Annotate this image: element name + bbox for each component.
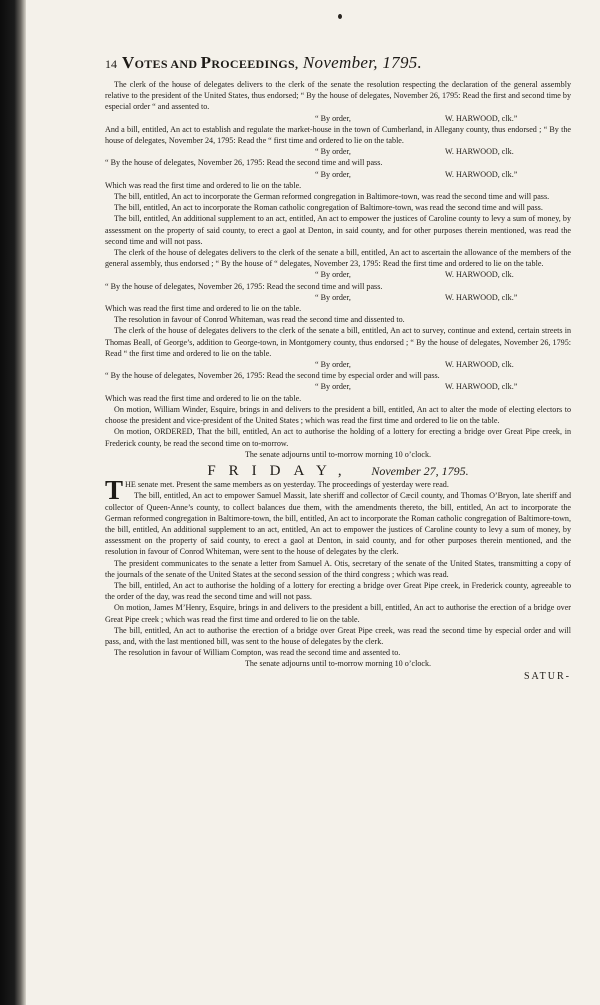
paragraph: The bill, entitled, An act to authorise the erection of a bridge over Great Pipe creek, was read the second time by especial order and will pass, and, with the last mentioned bill, was sent to the house of delegates by the clerk.: [105, 625, 571, 646]
paragraph: “ By the house of delegates, November 26, 1795: Read the second time and will pass.: [105, 158, 383, 168]
page-body: [105, 53, 571, 682]
signature-line: “ By order, W. HARWOOD, clk.”: [315, 113, 518, 123]
signature-line: “ By order, W. HARWOOD, clk.: [315, 147, 514, 157]
signature-line: “ By order, W. HARWOOD, clk.”: [315, 292, 518, 302]
adjournment-line: The senate adjourns until to-morrow morning 10 o’clock.: [244, 449, 432, 459]
paragraph: The resolution in favour of William Compton, was read the second time and assented to.: [114, 648, 401, 658]
paragraph: And a bill, entitled, An act to establish and regulate the market-house in the town of Cumberland, in Allegany county, thus endorsed ; “ By the house of delegates, November 24, 1795: Read the “ first time and ordered to lie on the table.: [105, 124, 571, 146]
journal-text: [105, 79, 571, 682]
paragraph: Which was read the first time and ordered to lie on the table.: [105, 304, 302, 314]
signature-line: “ By order, W. HARWOOD, clk.: [315, 270, 514, 280]
header-date: November, 1795.: [302, 53, 423, 72]
paragraph: The resolution in favour of Conrod Whiteman, was read the second time and dissented to.: [114, 315, 405, 325]
paragraph: The clerk of the house of delegates delivers to the clerk of the senate a bill, entitled, An act to survey, continue and extend, certain streets in Thomas Beall, of George’s, addition to George-town, in Montgomery county, thus endorsed ; “ By the house of delegates, November 26, 1795: Read “ the first time and ordered to lie on the table.: [105, 326, 571, 358]
paragraph: The president communicates to the senate a letter from Samuel A. Otis, secretary of the senate of the United States, transmitting a copy of the journals of the senate of the United States at the second session of the third congress ; which was read.: [105, 558, 571, 579]
signature-line: “ By order, W. HARWOOD, clk.”: [315, 382, 518, 392]
paragraph: “ By the house of delegates, November 26, 1795: Read the second time and will pass.: [105, 281, 383, 291]
ink-spot: [338, 14, 342, 19]
paragraph: “ By the house of delegates, November 26, 1795: Read the second time by especial order and will pass.: [105, 371, 440, 381]
page-number: 14: [105, 57, 117, 71]
page-title: VOTES AND PROCEEDINGS, November, 1795.: [122, 53, 423, 72]
paragraph: Which was read the first time and ordered to lie on the table.: [105, 393, 302, 403]
day-heading: [105, 462, 571, 479]
adjournment-line: The senate adjourns until to-morrow morning 10 o’clock.: [244, 659, 432, 669]
paragraph: The clerk of the house of delegates delivers to the clerk of the senate the resolution respecting the declaration of the general assembly relative to the president of the United States, thus endorsed; “ By the house of delegates, November 26, 1795: Read the first and second time by especial order “ and assented to.: [105, 80, 571, 112]
paragraph: The clerk of the house of delegates delivers to the clerk of the senate a bill, entitled, An act to ascertain the allowance of the members of the general assembly, thus endorsed ; “ By the house of “ delegates, November 23, 1795: Read the first time and ordered to lie on the table.: [105, 248, 571, 269]
catchword: SATUR-: [523, 670, 571, 682]
paragraph: The bill, entitled, An act to incorporate the Roman catholic congregation of Baltimore-town, was read the second time and will pass.: [114, 203, 543, 213]
paragraph: The bill, entitled, An act to empower Samuel Massit, late sheriff and collector of Cæcil county, and Thomas O’Bryon, late sheriff and collector of Queen-Anne’s county, to collect balances due them, with the amendments thereto, the bill, entitled, An act to incorporate the German reformed congregation in Baltimore-town, the bill, entitled, An act to incorporate the Roman catholic congregation of Baltimore-town, the bill, entitled, An additional supplement to an act, entitled, An act to empower the justices of Caroline county to levy a sum of money, by assessment on the property of said county, to erect a gaol at Denton, in said county, and for other purposes therein mentioned, and the resolution in favour of Conrod Whiteman, were sent to the house of delegates by the clerk.: [105, 491, 571, 557]
paragraph: The bill, entitled, An additional supplement to an act, entitled, An act to empower the justices of Caroline county to levy a sum of money, by assessment on the property of said county, to erect a gaol at Denton, in said county, and for other purposes therein mentioned, was read the second time and will not pass.: [105, 214, 571, 246]
paragraph: THE senate met. Present the same members as on yesterday. The proceedings of yesterday were read.: [105, 475, 449, 506]
binding-shadow: [0, 0, 26, 1005]
paragraph: On motion, William Winder, Esquire, brings in and delivers to the president a bill, entitled, An act to alter the mode of electing electors to choose the president and vice-president of the United States ; which was read the first time and ordered to lie on the table.: [105, 404, 571, 426]
signature-line: “ By order, W. HARWOOD, clk.”: [315, 169, 518, 179]
signature-line: “ By order, W. HARWOOD, clk.: [315, 360, 514, 370]
paragraph: The bill, entitled, An act to authorise the holding of a lottery for erecting a bridge over Great Pipe creek, in Frederick county, agreeable to the order of the day, was read the second time and will not pass.: [105, 580, 571, 602]
day-date: November 27, 1795.: [371, 463, 469, 478]
paragraph: On motion, James M’Henry, Esquire, brings in and delivers to the president a bill, entitled, An act to authorise the erection of a bridge over Great Pipe creek ; which was read the first time and ordered to lie on the table.: [105, 603, 571, 624]
paragraph: Which was read the first time and ordered to lie on the table.: [105, 180, 302, 190]
paragraph: The bill, entitled, An act to incorporate the German reformed congregation in Baltimore-town, was read the second time and will pass.: [114, 192, 550, 202]
drop-cap: T: [105, 475, 124, 506]
day-name: FRIDAY,: [207, 462, 355, 479]
running-header: [105, 53, 571, 75]
paragraph: On motion, ORDERED, That the bill, entitled, An act to authorise the holding of a lottery for erecting a bridge over Great Pipe creek, in Frederick county, be read the second time on to-morrow.: [105, 427, 571, 448]
